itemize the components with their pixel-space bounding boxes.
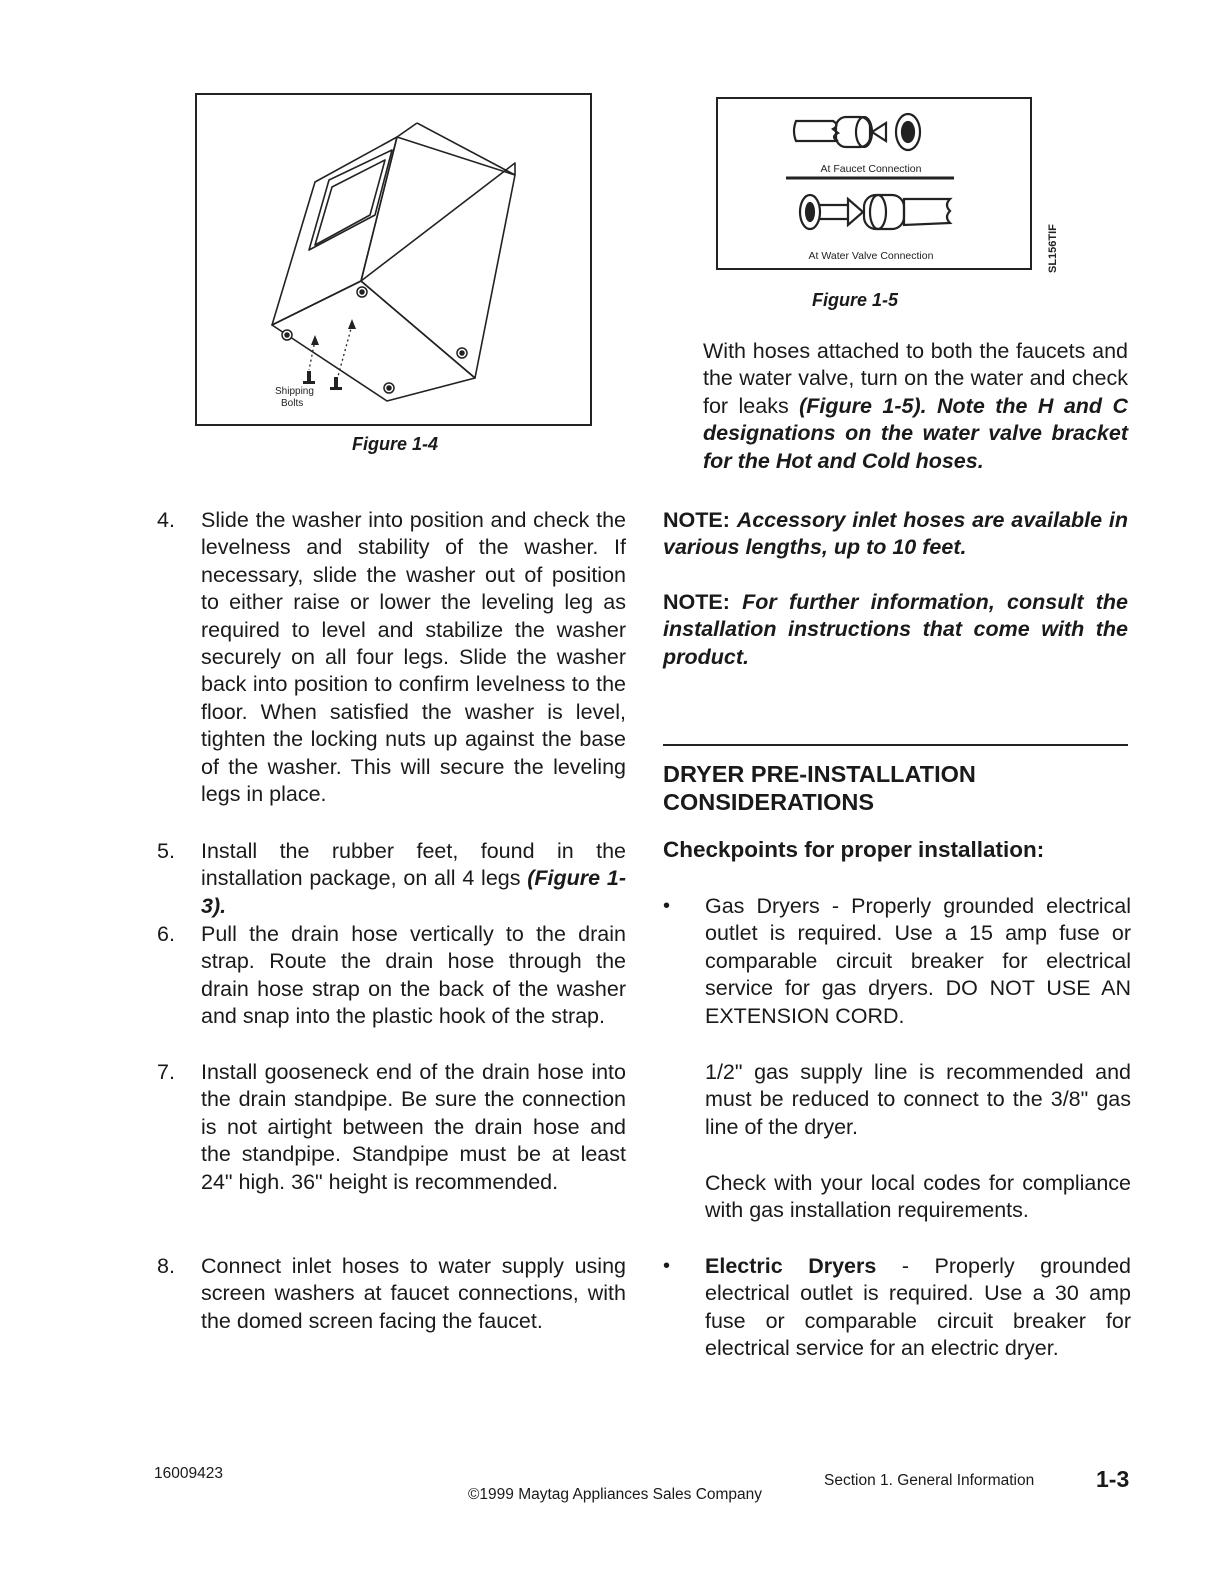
section-heading-line2: CONSIDERATIONS — [663, 789, 875, 815]
figure-1-4 — [195, 93, 592, 426]
figure-1-4-caption: Figure 1-4 — [351, 434, 439, 454]
step-number: 7. — [157, 1060, 175, 1084]
bullet-icon: • — [663, 895, 671, 917]
step-text: Pull the drain hose vertically to the drain strap. Route the drain hose through the drain hose strap on the back of the washer and snap into the plastic hook of the strap. — [201, 922, 626, 1029]
valve-connection-label: At Water Valve Connection — [808, 250, 934, 262]
note-accessory-hoses — [663, 507, 1128, 562]
step-text-main: Install the rubber feet, found in the installation package, on all 4 legs — [201, 839, 626, 891]
figure-side-code — [1042, 215, 1062, 275]
shipping-label-line2: Bolts — [281, 398, 304, 409]
step-5 — [157, 838, 627, 918]
shipping-label-line1: Shipping — [275, 386, 314, 397]
note-label: NOTE: — [663, 590, 730, 614]
note-text: Accessory inlet hoses are available in various lengths, up to 10 feet. — [663, 508, 1128, 560]
figure-reference: (Figure 1-5). — [799, 393, 927, 418]
step-4 — [157, 507, 627, 817]
electric-dryers-body: - Properly grounded electrical outlet is required. Use a 30 amp fuse or comparable circuit breaker for electrical service for an electric dryer. — [705, 1254, 1131, 1361]
checkpoints-subheading: Checkpoints for proper installation: — [663, 837, 1045, 862]
note-label: NOTE: — [663, 508, 730, 532]
step-7 — [157, 1059, 627, 1229]
step-text — [201, 838, 626, 920]
copyright: ©1999 Maytag Appliances Sales Company — [468, 1486, 763, 1503]
washer-shipping-bolts-illustration — [197, 95, 590, 424]
step-8 — [157, 1253, 627, 1343]
hose-check-paragraph — [703, 338, 1128, 475]
hose-check-text: With hoses attached to both the faucets and the water valve, turn on the water and check for leaks — [703, 339, 1128, 418]
gas-supply-paragraph: 1/2" gas supply line is recommended and must be reduced to connect to the 3/8" gas line of the dryer. — [705, 1060, 1131, 1139]
step-number: 6. — [157, 922, 175, 946]
section-label: Section 1. General Information — [824, 1472, 1035, 1489]
bullet-electric-dryers — [663, 1253, 1131, 1368]
section-divider — [663, 744, 1128, 746]
bullet-icon: • — [663, 1255, 671, 1277]
faucet-connection-label: At Faucet Connection — [820, 163, 922, 175]
figure-reference: (Figure 1-3). — [201, 866, 627, 918]
gas-dryers-text: Gas Dryers - Properly grounded electrical outlet is required. Use a 15 amp fuse or comparable circuit breaker for electrical service for gas dryers. DO NOT USE AN EXTENSION CORD. — [705, 894, 1131, 1028]
note-further-info — [663, 589, 1128, 671]
step-text: Slide the washer into position and check the levelness and stability of the washer. If necessary, slide the washer out of position to either raise or lower the leveling leg as required to level and stabilize the washer securely on all four legs. Slide the washer back into position to confirm levelness to the floor. When satisfied the washer is level, tighten the locking nuts up against the base of the washer. This will secure the leveling legs in place. — [201, 508, 626, 807]
figure-1-5-caption: Figure 1-5 — [811, 290, 899, 310]
step-number: 5. — [157, 839, 175, 863]
step-number: 8. — [157, 1254, 175, 1278]
bullet-gas-dryers — [663, 893, 1131, 1033]
figure-1-5 — [716, 97, 1032, 270]
figure-code-text: SL156TIF — [1047, 224, 1059, 273]
hose-connection-illustration — [718, 99, 1030, 268]
electric-dryers-text — [705, 1253, 1131, 1363]
electric-dryers-label: Electric Dryers — [705, 1254, 877, 1278]
step-text: Connect inlet hoses to water supply using screen washers at faucet connections, with the domed screen facing the faucet. — [201, 1254, 626, 1333]
step-6 — [157, 921, 627, 1036]
section-heading-line1: DRYER PRE-INSTALLATION — [663, 761, 976, 787]
hose-designation-note: Note the H and C designations on the water valve bracket for the Hot and Cold hoses. — [703, 393, 1128, 473]
local-codes-paragraph: Check with your local codes for compliance with gas installation requirements. — [705, 1171, 1131, 1223]
note-text: For further information, consult the installation instructions that come with the product. — [663, 590, 1128, 669]
page-number: 1-3 — [1096, 1466, 1130, 1492]
document-number: 16009423 — [154, 1465, 223, 1482]
step-text: Install gooseneck end of the drain hose into the drain standpipe. Be sure the connection is not airtight between the drain hose and the standpipe. Standpipe must be at least 24" high. 36" height is recommended. — [201, 1060, 626, 1194]
section-heading — [663, 760, 1128, 816]
step-number: 4. — [157, 508, 175, 532]
